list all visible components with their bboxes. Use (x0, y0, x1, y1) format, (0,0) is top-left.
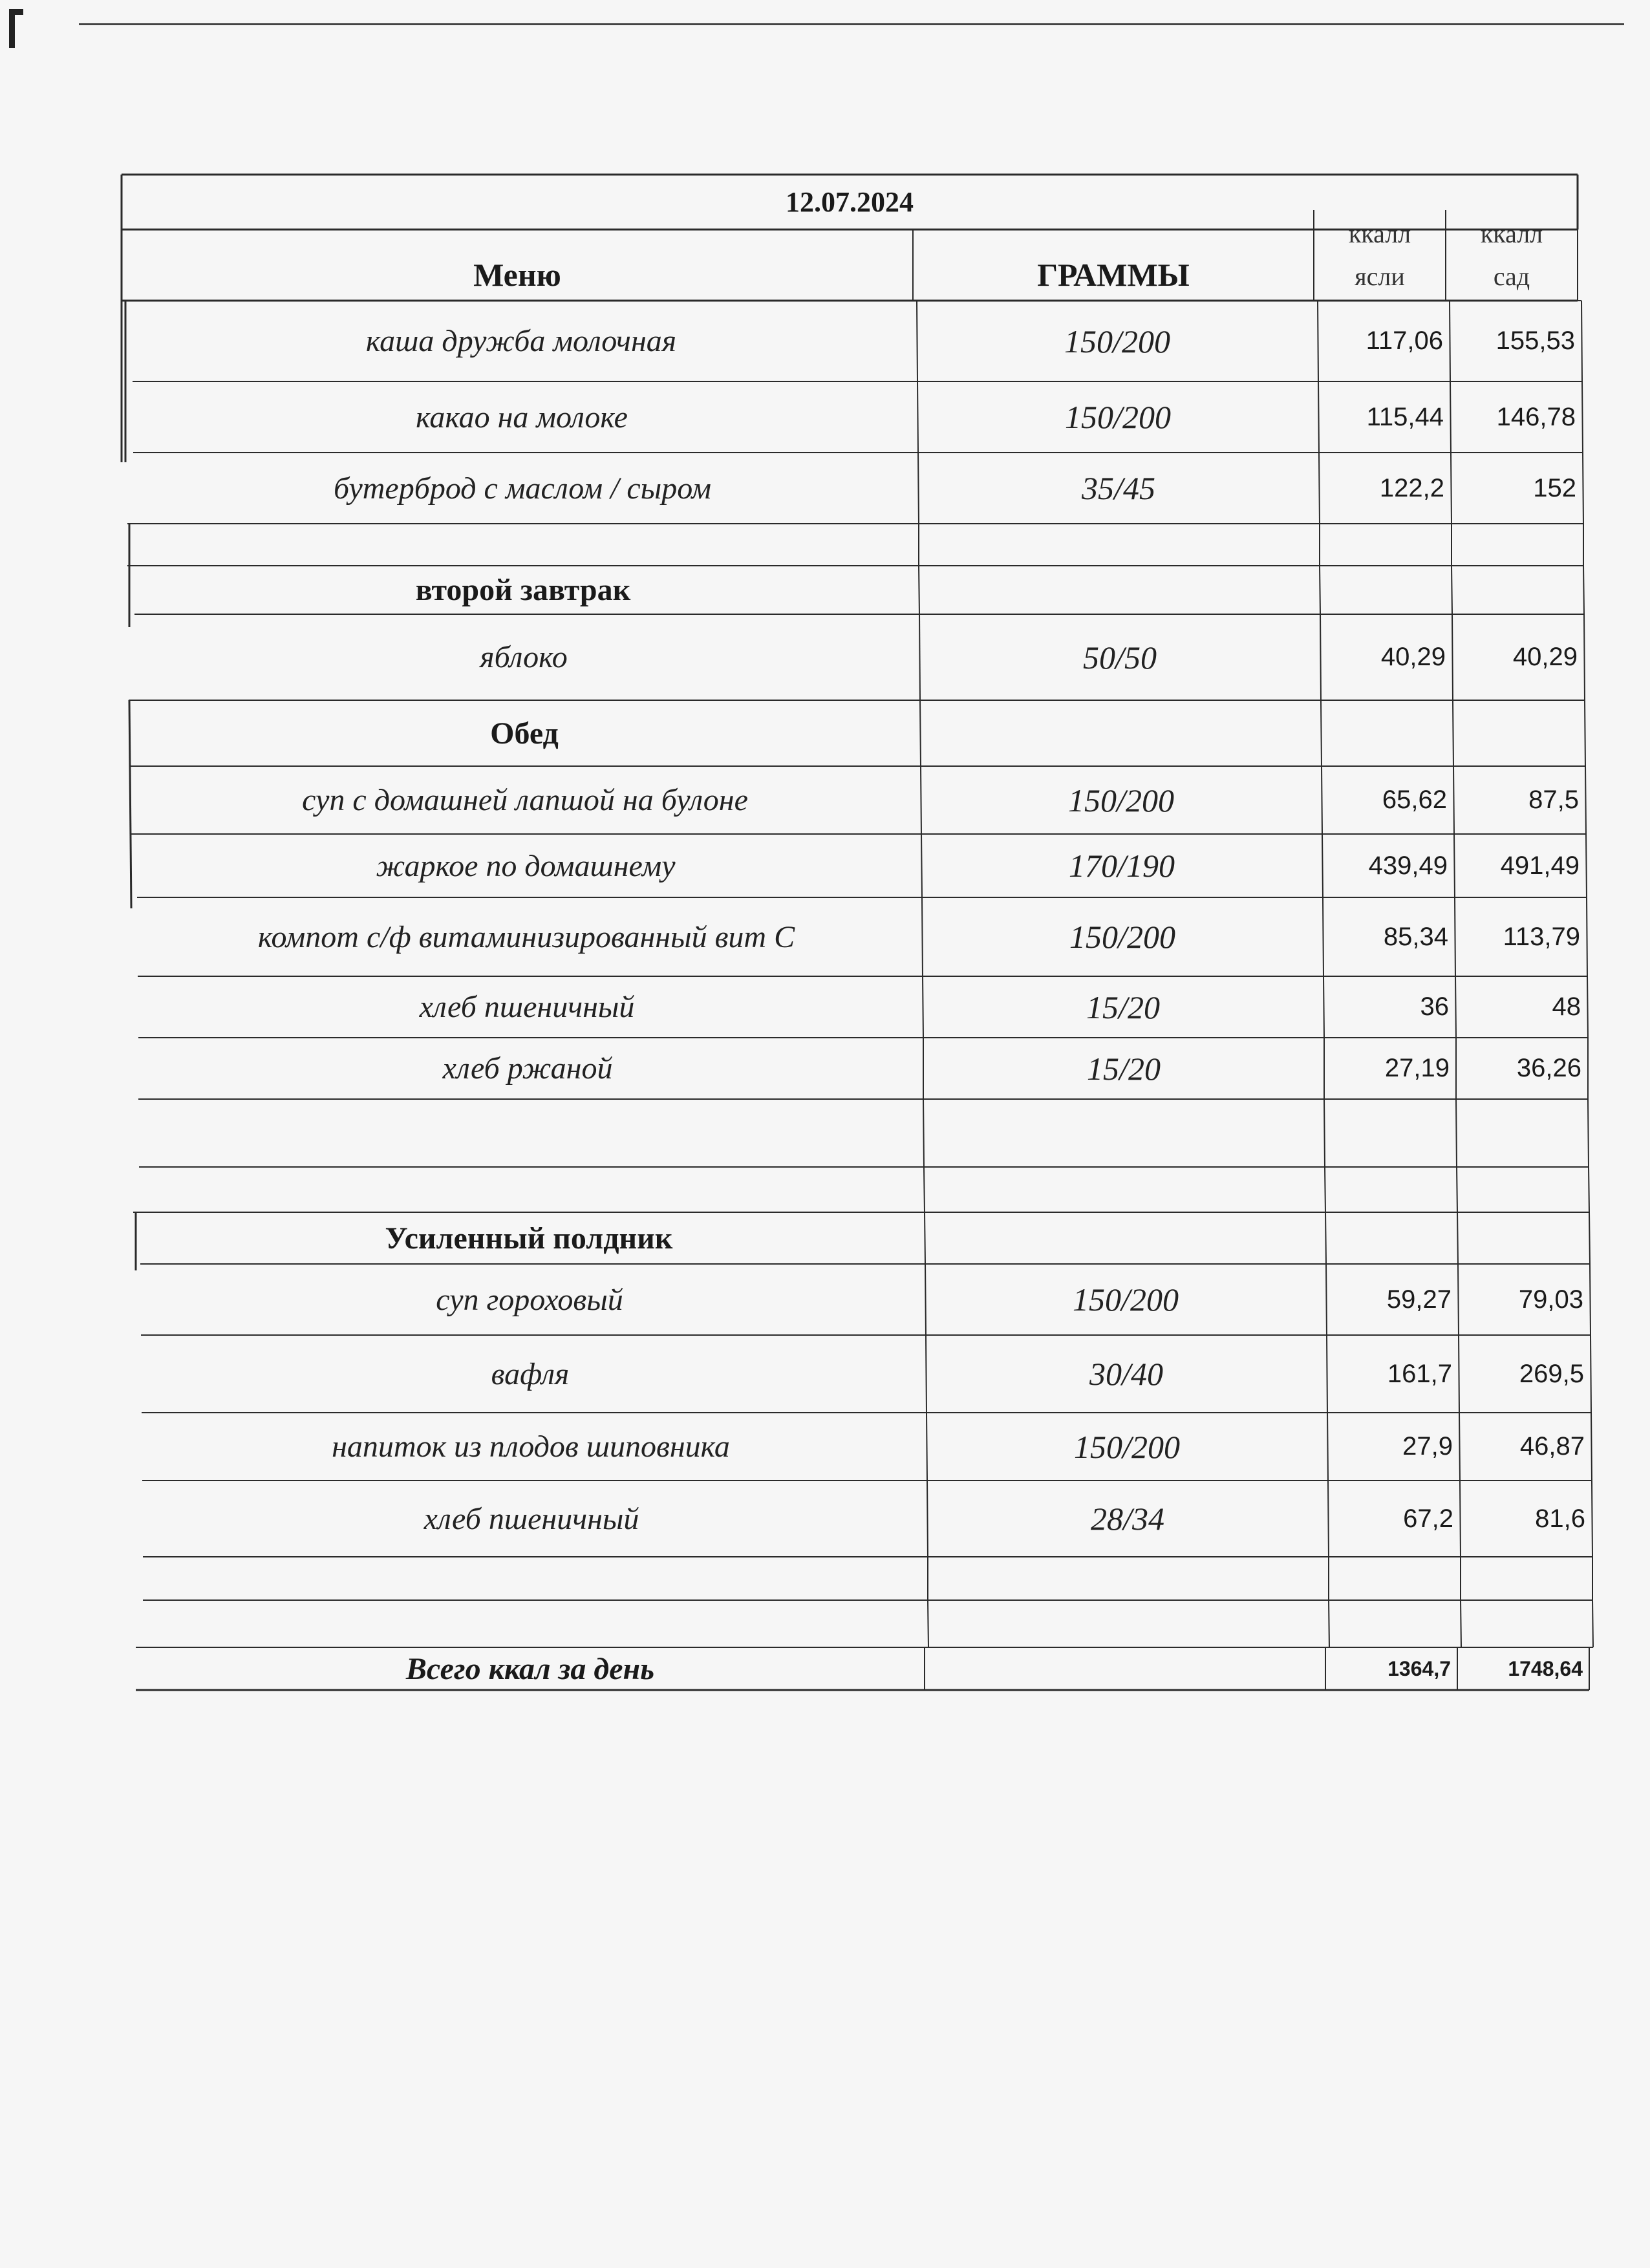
kcal-nursery-value: 67,2 (1403, 1504, 1453, 1533)
dish-name: хлеб пшеничный (419, 990, 635, 1024)
dish-name (136, 1600, 928, 1647)
dish-name: компот с/ф витаминизированный вит С (257, 919, 795, 954)
table-right-border (1583, 566, 1584, 614)
dish-name: суп гороховый (436, 1282, 623, 1317)
dish-name: вафля (491, 1356, 570, 1391)
kcal-garden-value: 36,26 (1516, 1054, 1581, 1082)
kcal-nursery-value: 59,27 (1386, 1285, 1452, 1314)
table-right-border (1592, 1600, 1593, 1647)
kcal-garden-value (1456, 1099, 1588, 1167)
dish-grams: 150/200 (1073, 1281, 1179, 1318)
menu-column-header: Меню (473, 257, 561, 293)
total-kcal-garden: 1748,64 (1508, 1656, 1583, 1680)
kcal-nursery-value: 439,49 (1368, 851, 1448, 880)
section-heading: Обед (490, 716, 559, 751)
dish-grams (928, 1600, 1329, 1647)
kcal-nursery-header-bottom: ясли (1355, 262, 1405, 291)
kcal-garden-value: 79,03 (1518, 1285, 1583, 1314)
dish-name: яблоко (480, 640, 568, 674)
total-label: Всего ккал за день (405, 1651, 655, 1686)
kcal-nursery-value (1324, 1099, 1456, 1167)
dish-grams: 15/20 (1087, 1050, 1161, 1087)
table-right-border (1591, 1413, 1592, 1481)
table-right-border (1585, 766, 1586, 834)
total-kcal-nursery: 1364,7 (1388, 1656, 1451, 1680)
dish-grams: 150/200 (1074, 1428, 1180, 1465)
dish-grams: 28/34 (1091, 1501, 1164, 1537)
kcal-garden-header (1446, 210, 1578, 301)
kcal-garden-value: 40,29 (1512, 643, 1578, 671)
dish-name (136, 1557, 928, 1600)
kcal-garden-value (1461, 1600, 1592, 1647)
table-right-border (1590, 1264, 1591, 1335)
dish-grams (928, 1557, 1329, 1600)
grams-column-header: ГРАММЫ (1037, 257, 1190, 293)
kcal-garden-value (1452, 524, 1583, 566)
dish-grams: 150/200 (1069, 919, 1175, 955)
dish-name: хлеб ржаной (442, 1051, 613, 1086)
kcal-garden-value: 46,87 (1519, 1432, 1585, 1460)
kcal-garden-value: 48 (1552, 992, 1581, 1021)
kcal-nursery-value: 27,9 (1402, 1432, 1453, 1460)
dish-name (132, 1099, 923, 1167)
kcal-garden-header-bottom: сад (1493, 262, 1530, 291)
dish-name: каша дружба молочная (365, 324, 677, 358)
section-heading: Усиленный полдник (385, 1221, 673, 1256)
table-right-border (1589, 1212, 1590, 1264)
kcal-garden-value: 155,53 (1495, 326, 1575, 355)
section-heading: второй завтрак (415, 573, 631, 607)
kcal-nursery-value: 65,62 (1382, 786, 1447, 814)
dish-grams: 50/50 (1083, 639, 1157, 676)
kcal-garden-value (1461, 1557, 1592, 1600)
table-right-border (1581, 301, 1582, 381)
dish-name: какао на молоке (416, 400, 628, 434)
dish-name (127, 524, 919, 566)
dish-grams: 15/20 (1086, 989, 1160, 1025)
dish-grams (924, 1167, 1325, 1212)
kcal-nursery-value (1329, 1557, 1461, 1600)
dish-name (133, 1167, 924, 1212)
kcal-nursery-header (1314, 210, 1446, 301)
dish-grams: 150/200 (1065, 399, 1171, 435)
kcal-nursery-value (1329, 1600, 1461, 1647)
table-right-border (1588, 1099, 1589, 1167)
dish-name: хлеб пшеничный (423, 1501, 639, 1536)
kcal-garden-value: 87,5 (1528, 786, 1579, 814)
column-divider-nursery (1321, 700, 1322, 766)
kcal-garden-value: 113,79 (1503, 922, 1580, 951)
kcal-garden-value: 146,78 (1496, 402, 1576, 431)
table-right-border (1582, 381, 1583, 453)
dish-grams (919, 524, 1320, 566)
kcal-nursery-value (1320, 524, 1452, 566)
dish-grams (923, 1099, 1324, 1167)
kcal-nursery-value: 117,06 (1366, 326, 1443, 355)
kcal-nursery-value: 85,34 (1383, 922, 1448, 951)
dish-grams: 150/200 (1064, 323, 1170, 359)
dish-grams: 150/200 (1068, 782, 1174, 818)
kcal-garden-value (1457, 1167, 1589, 1212)
kcal-garden-value: 269,5 (1519, 1359, 1584, 1388)
table-right-border (1584, 614, 1585, 700)
kcal-garden-value: 81,6 (1535, 1504, 1585, 1533)
dish-name: напиток из плодов шиповника (332, 1429, 730, 1464)
kcal-nursery-header-top: ккалл (1348, 219, 1411, 248)
dish-name: бутерброд с маслом / сыром (333, 471, 712, 506)
kcal-nursery-value: 36 (1420, 992, 1449, 1021)
menu-date: 12.07.2024 (786, 186, 914, 218)
kcal-garden-value: 152 (1533, 473, 1576, 502)
kcal-nursery-value: 115,44 (1366, 402, 1444, 431)
column-divider-grams (920, 700, 921, 766)
dish-grams: 30/40 (1089, 1356, 1163, 1392)
table-right-border (1586, 834, 1587, 897)
kcal-garden-header-top: ккалл (1480, 219, 1543, 248)
column-divider-garden (1457, 1212, 1458, 1264)
kcal-nursery-value: 161,7 (1387, 1359, 1452, 1388)
kcal-nursery-value: 122,2 (1379, 473, 1444, 502)
dish-grams: 170/190 (1069, 848, 1175, 884)
kcal-garden-value: 491,49 (1500, 851, 1580, 880)
kcal-nursery-value (1325, 1167, 1457, 1212)
column-divider-nursery (1325, 1212, 1326, 1264)
kcal-nursery-value: 27,19 (1384, 1054, 1450, 1082)
dish-name: жаркое по домашнему (376, 848, 676, 883)
dish-name: суп с домашней лапшой на булоне (302, 783, 748, 817)
table-right-border (1587, 976, 1588, 1038)
kcal-nursery-value: 40,29 (1380, 643, 1446, 671)
dish-grams: 35/45 (1082, 470, 1155, 506)
